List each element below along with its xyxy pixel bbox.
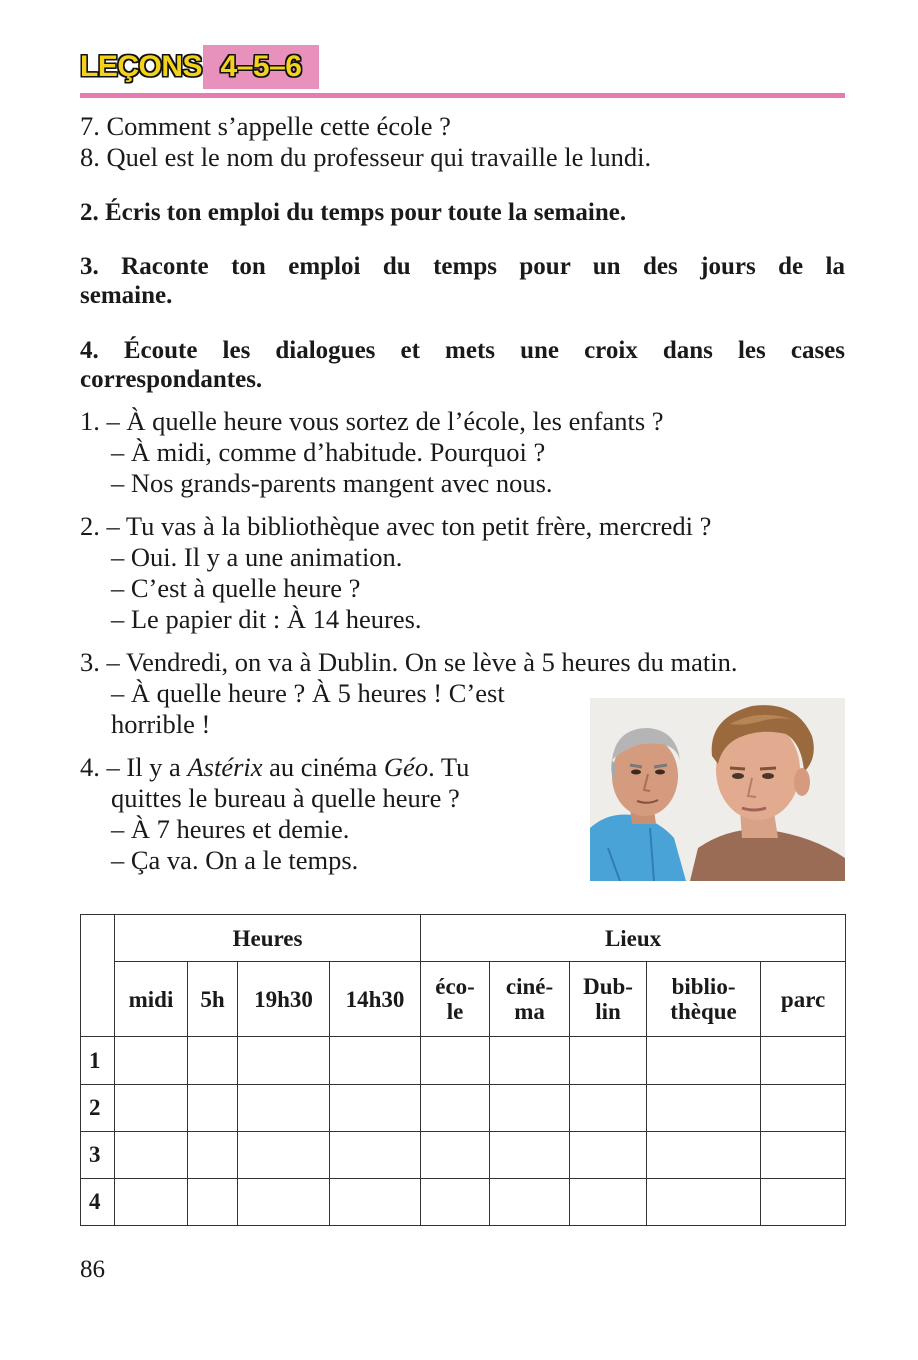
- dialogue-1-line-1: 1. – À quelle heure vous sortez de l’école, les enfants ?: [80, 406, 664, 436]
- col-header-parc: parc: [761, 962, 846, 1037]
- row-number: 4: [81, 1178, 115, 1225]
- question-7: 7. Comment s’appelle cette école ?: [80, 111, 451, 141]
- dialogue-4-line-4: – Ça va. On a le temps.: [111, 845, 359, 875]
- dialogue-4-line-3: – À 7 heures et demie.: [111, 814, 350, 844]
- col-header-bibliotheque-line2: thèque: [670, 999, 737, 1025]
- answer-cell[interactable]: [570, 1131, 647, 1178]
- answer-cell[interactable]: [647, 1178, 761, 1225]
- exercise-3-line-2: semaine.: [80, 282, 173, 309]
- answer-cell[interactable]: [647, 1037, 761, 1084]
- answer-cell[interactable]: [421, 1131, 490, 1178]
- dialogue-2-line-3: – C’est à quelle heure ?: [111, 573, 361, 603]
- dialogue-4-text-c: . Tu: [428, 752, 470, 782]
- col-header-cinema-line1: ciné-: [505, 974, 554, 1000]
- dialogue-2-line-4: – Le papier dit : À 14 heures.: [111, 604, 422, 634]
- answer-cell[interactable]: [421, 1178, 490, 1225]
- dialogue-2-line-1: 2. – Tu vas à la bibliothèque avec ton petit frère, mercredi ?: [80, 511, 712, 541]
- answer-cell[interactable]: [188, 1131, 238, 1178]
- answer-cell[interactable]: [330, 1178, 421, 1225]
- col-header-dublin-line1: Dub-: [583, 974, 633, 1000]
- exercise-4-line-2: correspondantes.: [80, 366, 263, 393]
- answer-cell[interactable]: [330, 1084, 421, 1131]
- col-header-cinema-line2: ma: [514, 999, 545, 1025]
- answer-cell[interactable]: [490, 1178, 570, 1225]
- answer-cell[interactable]: [115, 1084, 188, 1131]
- dialogue-3-line-1: 3. – Vendredi, on va à Dublin. On se lève à 5 heures du matin.: [80, 647, 738, 677]
- answer-cell[interactable]: [761, 1037, 846, 1084]
- dialogue-4-line-1: [80, 752, 568, 783]
- answer-cell[interactable]: [421, 1037, 490, 1084]
- page-number: 86: [80, 1256, 105, 1283]
- col-header-midi: midi: [115, 962, 188, 1037]
- dialogue-4-line-2: quittes le bureau à quelle heure ?: [111, 783, 460, 813]
- answer-cell[interactable]: [188, 1084, 238, 1131]
- row-number: 2: [81, 1084, 115, 1131]
- exercise-3-instruction: [80, 252, 845, 310]
- lesson-numbers-badge: 4–5–6: [203, 45, 319, 89]
- father-son-photo: [590, 698, 845, 881]
- answer-cell[interactable]: [330, 1131, 421, 1178]
- exercise-2-instruction: 2. Écris ton emploi du temps pour toute la semaine.: [80, 199, 627, 226]
- col-header-5h: 5h: [188, 962, 238, 1037]
- table-row: [81, 1178, 846, 1225]
- answer-cell[interactable]: [115, 1037, 188, 1084]
- row-number: 3: [81, 1131, 115, 1178]
- answer-cell[interactable]: [761, 1131, 846, 1178]
- answer-cell[interactable]: [570, 1178, 647, 1225]
- col-header-dublin: [570, 962, 647, 1037]
- answer-cell[interactable]: [761, 1178, 846, 1225]
- answer-cell[interactable]: [647, 1084, 761, 1131]
- corner-cell: [81, 915, 115, 1037]
- dialogue-3-line-3: horrible !: [111, 709, 211, 739]
- answer-cell[interactable]: [761, 1084, 846, 1131]
- geo-cinema-name: Géo: [383, 752, 429, 782]
- answer-cell[interactable]: [490, 1131, 570, 1178]
- answer-cell[interactable]: [490, 1084, 570, 1131]
- group-header-lieux: Lieux: [421, 915, 846, 962]
- col-header-ecole-line2: le: [446, 999, 464, 1025]
- answer-cell[interactable]: [238, 1131, 330, 1178]
- answer-cell[interactable]: [115, 1178, 188, 1225]
- col-header-19h30: 19h30: [238, 962, 330, 1037]
- col-header-ecole: [421, 962, 490, 1037]
- question-8: 8. Quel est le nom du professeur qui travaille le lundi.: [80, 142, 652, 172]
- group-header-heures: Heures: [115, 915, 421, 962]
- answer-cell[interactable]: [238, 1084, 330, 1131]
- dialogue-4-words-a: [80, 752, 469, 783]
- exercise-4-line-1: 4. Écoute les dialogues et mets une croix dans les cases: [80, 337, 845, 364]
- lesson-title: LEÇONS: [80, 50, 203, 83]
- answer-cell[interactable]: [421, 1084, 490, 1131]
- dialogue-2-line-2: – Oui. Il y a une animation.: [111, 542, 403, 572]
- asterix-title: Astérix: [187, 752, 263, 782]
- exercise-3-line-1: 3. Raconte ton emploi du temps pour un des jours de la: [80, 253, 845, 280]
- col-header-dublin-line2: lin: [595, 999, 621, 1025]
- col-header-bibliotheque-line1: biblio-: [671, 974, 736, 1000]
- answer-grid-table: [80, 914, 846, 1226]
- dialogue-1-line-2: – À midi, comme d’habitude. Pourquoi ?: [111, 437, 546, 467]
- col-header-ecole-line1: éco-: [435, 974, 475, 1000]
- table-row: [81, 1131, 846, 1178]
- answer-cell[interactable]: [238, 1178, 330, 1225]
- col-header-14h30: 14h30: [330, 962, 421, 1037]
- dialogue-3-line-2: – À quelle heure ? À 5 heures ! C’est: [111, 678, 505, 708]
- answer-cell[interactable]: [188, 1178, 238, 1225]
- exercise-4-instruction: [80, 336, 845, 394]
- answer-cell[interactable]: [188, 1037, 238, 1084]
- col-header-cinema: [490, 962, 570, 1037]
- answer-cell[interactable]: [570, 1037, 647, 1084]
- answer-cell[interactable]: [570, 1084, 647, 1131]
- dialogue-4-text-a: 4. – Il y a: [80, 752, 188, 782]
- header-divider: [80, 93, 845, 98]
- answer-cell[interactable]: [330, 1037, 421, 1084]
- col-header-bibliotheque: [647, 962, 761, 1037]
- answer-cell[interactable]: [115, 1131, 188, 1178]
- table-row: [81, 1084, 846, 1131]
- answer-cell[interactable]: [238, 1037, 330, 1084]
- dialogue-1-line-3: – Nos grands-parents mangent avec nous.: [111, 468, 553, 498]
- answer-cell[interactable]: [490, 1037, 570, 1084]
- dialogue-4-text-b: au cinéma: [262, 752, 384, 782]
- row-number: 1: [81, 1037, 115, 1084]
- table-row: [81, 1037, 846, 1084]
- answer-cell[interactable]: [647, 1131, 761, 1178]
